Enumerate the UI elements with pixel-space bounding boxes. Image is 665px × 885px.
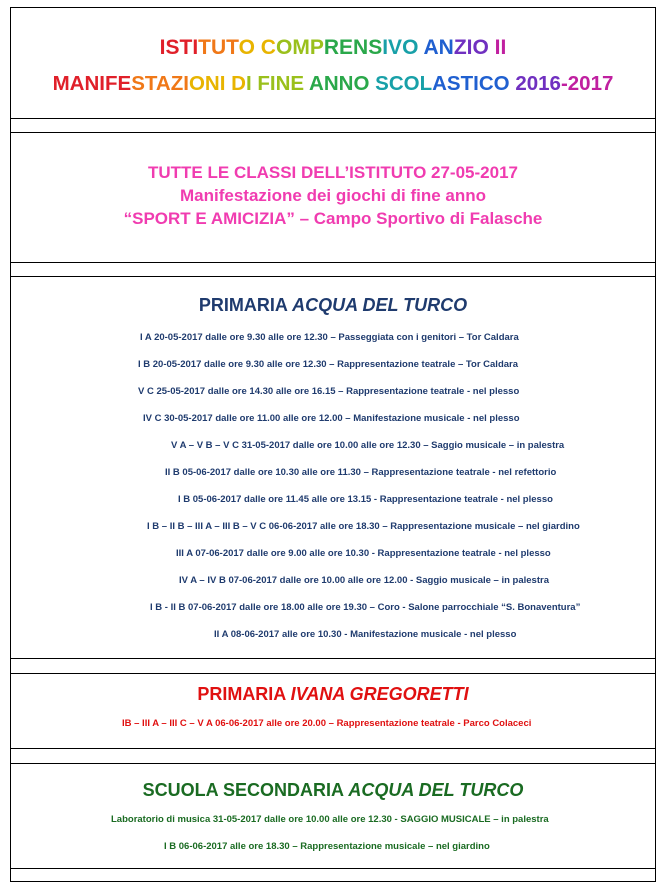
separator-box-2 xyxy=(10,262,656,277)
event-row: V C 25-05-2017 dalle ore 14.30 alle ore 16.15 – Rappresentazione teatrale - nel plesso xyxy=(138,386,520,397)
separator-box-5 xyxy=(10,868,656,882)
event-row: I B 05-06-2017 dalle ore 11.45 alle ore 13.15 - Rappresentazione teatrale - nel plesso xyxy=(178,494,553,505)
all-classes-line-3: “SPORT E AMICIZIA” – Campo Sportivo di Falasche xyxy=(123,209,543,228)
primaria-acqua-heading xyxy=(11,293,655,317)
all-classes-line-1: TUTTE LE CLASSI DELL’ISTITUTO 27-05-2017 xyxy=(148,163,518,182)
secondaria-box xyxy=(10,763,656,869)
header-box xyxy=(10,7,656,119)
event-row: III A 07-06-2017 dalle ore 9.00 alle ore 10.30 - Rappresentazione teatrale - nel plesso xyxy=(176,548,551,559)
event-row: II A 08-06-2017 alle ore 10.30 - Manifestazione musicale - nel plesso xyxy=(214,629,517,640)
event-row: I B – II B – III A – III B – V C 06-06-2017 alle ore 18.30 – Rappresentazione musicale – nel giardino xyxy=(147,521,580,532)
separator-box-3 xyxy=(10,658,656,674)
primaria-ivana-heading-italic: IVANA GREGORETTI xyxy=(290,684,469,704)
primaria-acqua-box xyxy=(10,276,656,659)
title-line-1 xyxy=(11,30,655,66)
primaria-ivana-heading xyxy=(11,682,655,706)
title-line-2 xyxy=(11,66,655,102)
separator-box-1 xyxy=(10,118,656,133)
events-title: MANIFESTAZIONI DI FINE ANNO SCOLASTICO 2016-2017 xyxy=(52,72,614,95)
secondaria-heading-plain: SCUOLA SECONDARIA xyxy=(142,780,349,800)
primaria-acqua-heading-plain: PRIMARIA xyxy=(198,295,293,315)
institute-title: ISTITUTO COMPRENSIVO ANZIO II xyxy=(159,36,507,59)
event-row: II B 05-06-2017 dalle ore 10.30 alle ore 11.30 – Rappresentazione teatrale - nel refettorio xyxy=(165,467,557,478)
event-row: IV C 30-05-2017 dalle ore 11.00 alle ore 12.00 – Manifestazione musicale - nel plesso xyxy=(143,413,520,424)
secondaria-heading xyxy=(11,778,655,802)
event-row: I A 20-05-2017 dalle ore 9.30 alle ore 12.30 – Passeggiata con i genitori – Tor Caldara xyxy=(140,332,519,343)
event-row: I B 06-06-2017 alle ore 18.30 – Rappresentazione musicale – nel giardino xyxy=(164,841,490,852)
event-row: I B - II B 07-06-2017 dalle ore 18.00 alle ore 19.30 – Coro - Salone parrocchiale “S. Bonaventura” xyxy=(150,602,581,613)
all-classes-line-2: Manifestazione dei giochi di fine anno xyxy=(179,186,487,205)
separator-box-4 xyxy=(10,748,656,764)
all-classes-box xyxy=(10,132,656,263)
primaria-acqua-events xyxy=(11,324,655,648)
event-row: Laboratorio di musica 31-05-2017 dalle ore 10.00 alle ore 12.30 - SAGGIO MUSICALE – in palestra xyxy=(111,814,549,825)
event-row: V A – V B – V C 31-05-2017 dalle ore 10.00 alle ore 12.30 – Saggio musicale – in palestra xyxy=(171,440,565,451)
primaria-ivana-heading-plain: PRIMARIA xyxy=(197,684,291,704)
primaria-acqua-heading-italic: ACQUA DEL TURCO xyxy=(292,295,468,315)
secondaria-heading-italic: ACQUA DEL TURCO xyxy=(348,780,524,800)
event-row: I B 20-05-2017 dalle ore 9.30 alle ore 12.30 – Rappresentazione teatrale – Tor Caldara xyxy=(138,359,519,370)
event-row: IB – III A – III C – V A 06-06-2017 alle ore 20.00 – Rappresentazione teatrale - Parco Colaceci xyxy=(122,718,532,729)
event-row: IV A – IV B 07-06-2017 dalle ore 10.00 alle ore 12.00 - Saggio musicale – in palestra xyxy=(179,575,549,586)
primaria-ivana-box xyxy=(10,673,656,749)
